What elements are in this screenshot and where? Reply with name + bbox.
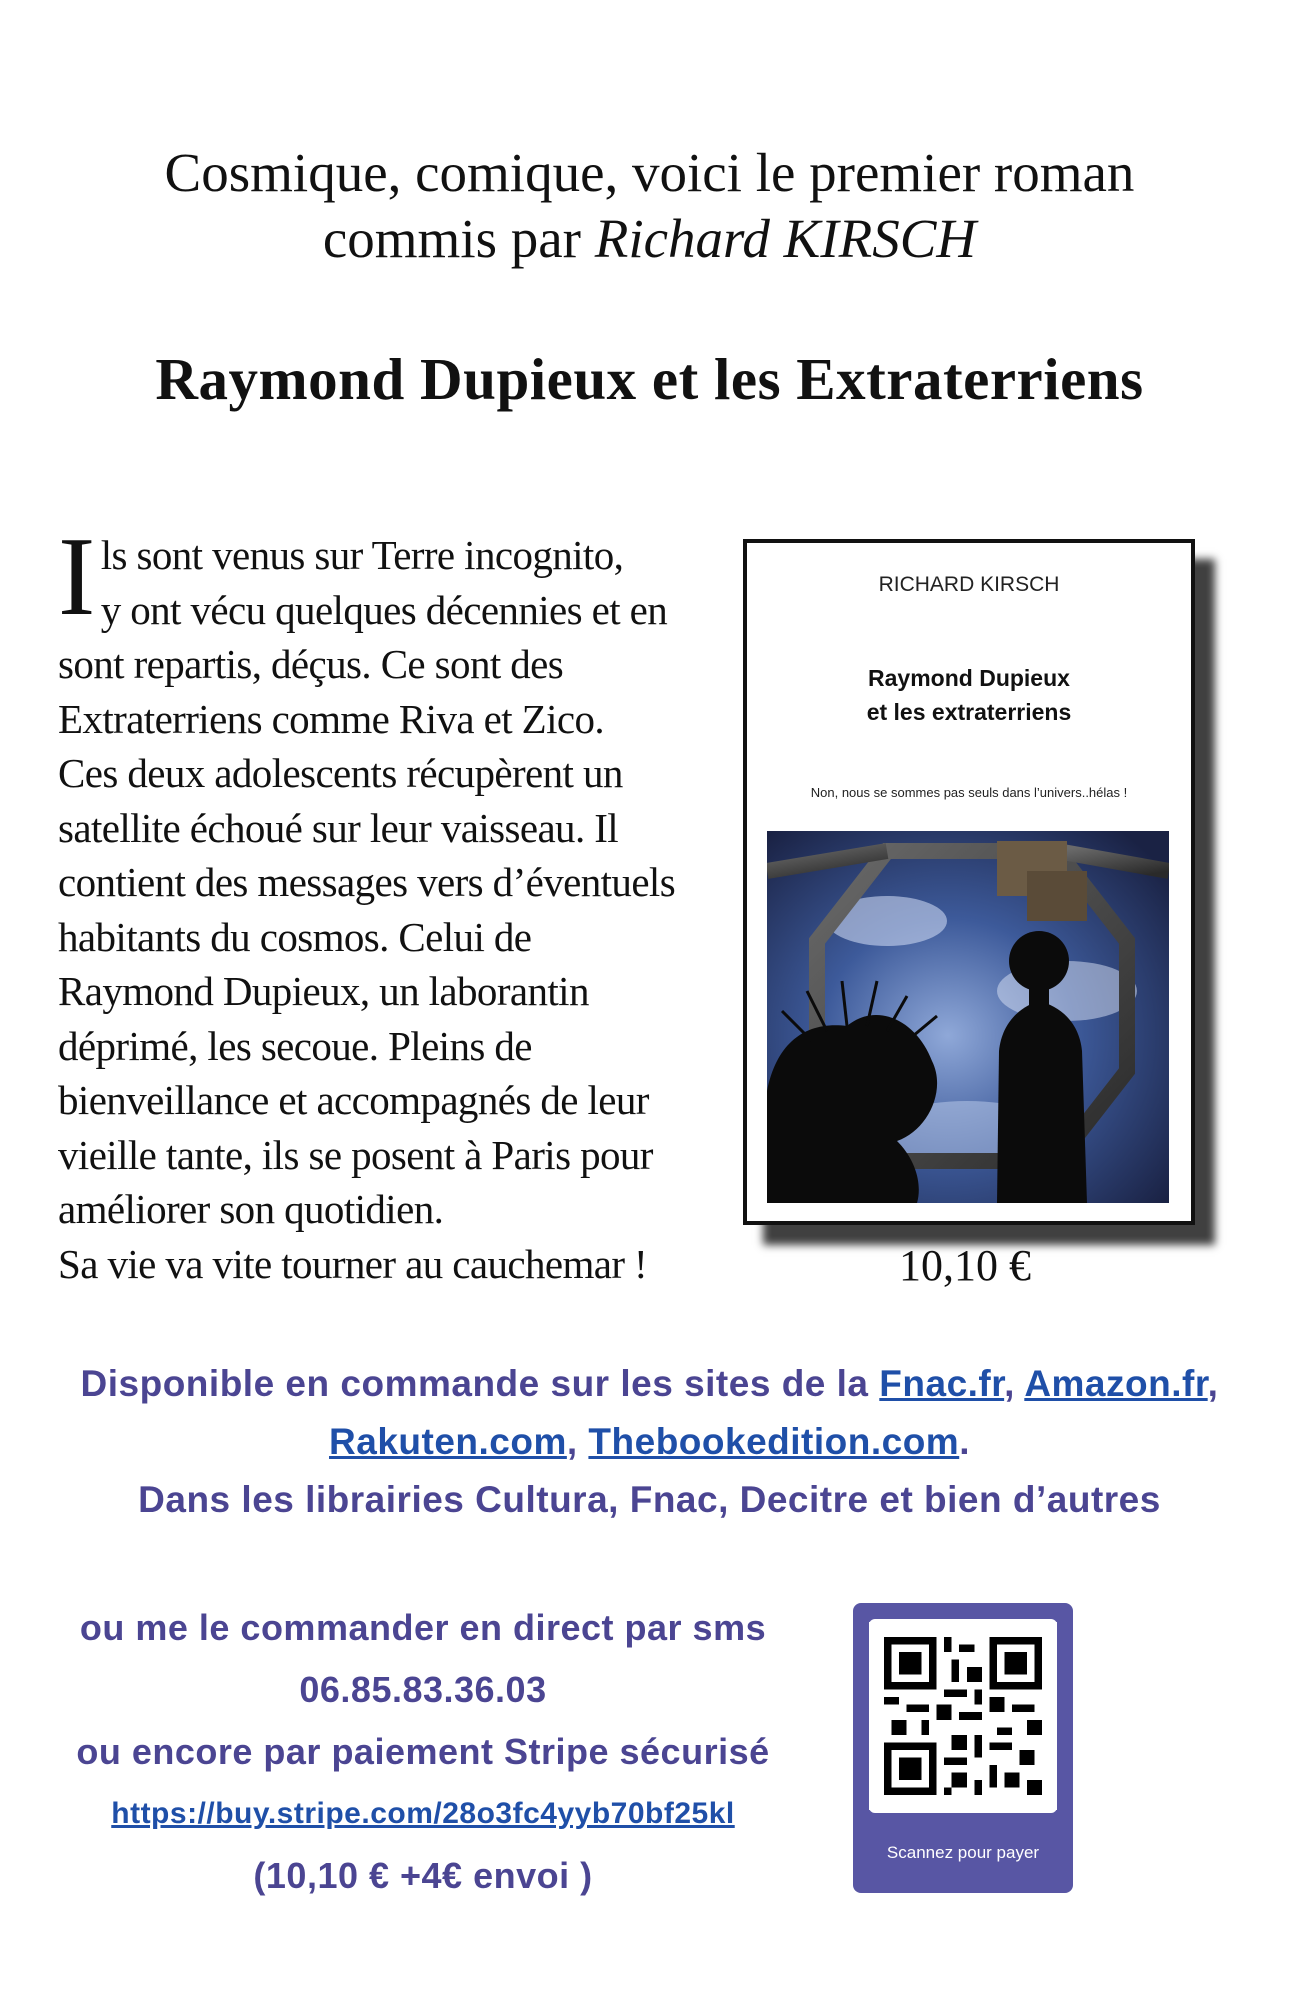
link-amazon[interactable]: Amazon.fr	[1024, 1363, 1208, 1404]
intro-line-2-prefix: commis par	[322, 208, 595, 269]
synopsis-line: améliorer son quotidien.	[58, 1186, 444, 1232]
synopsis-line: contient des messages vers d’éventuels	[58, 859, 676, 905]
cover-tagline: Non, nous se sommes pas seuls dans l’univers..hélas !	[810, 785, 1128, 800]
qr-code-icon	[869, 1619, 1057, 1813]
separator: ,	[1004, 1363, 1025, 1404]
separator: ,	[1207, 1363, 1219, 1404]
cover-title-line-2: et les extraterriens	[866, 699, 1072, 725]
book-title-heading: Raymond Dupieux et les Extraterriens	[155, 346, 1144, 412]
synopsis-line: bienveillance et accompagnés de leur	[58, 1077, 649, 1123]
qr-card[interactable]	[853, 1603, 1073, 1893]
availability-line-2	[0, 1413, 1299, 1471]
cover-title	[747, 661, 1191, 729]
availability-line-3: Dans les librairies Cultura, Fnac, Decitre et bien d’autres	[138, 1479, 1161, 1520]
synopsis-line: déprimé, les secoue. Pleins de	[58, 1022, 532, 1069]
stripe-link[interactable]: https://buy.stripe.com/28o3fc4yyb70bf25kl	[111, 1797, 735, 1830]
synopsis-dropcap: I	[58, 515, 95, 639]
synopsis-line: y ont vécu quelques décennies et en	[100, 586, 668, 633]
synopsis-line: vieille tante, ils se posent à Paris pour	[58, 1131, 653, 1178]
separator: ,	[566, 1421, 589, 1462]
space-station-illustration	[767, 831, 1169, 1203]
synopsis-line: habitants du cosmos. Celui de	[58, 913, 532, 960]
availability-line-1	[0, 1355, 1299, 1413]
availability-block	[0, 1355, 1299, 1529]
direct-order-line-3: ou encore par paiement Stripe sécurisé	[76, 1731, 770, 1772]
synopsis-line: sont repartis, déçus. Ce sont des	[58, 641, 564, 687]
synopsis-line: Sa vie va vite tourner au cauchemar !	[58, 1240, 648, 1287]
link-rakuten[interactable]: Rakuten.com	[329, 1421, 567, 1462]
intro-line-1: Cosmique, comique, voici le premier roman	[164, 142, 1135, 203]
shipping-price: (10,10 € +4€ envoi )	[253, 1855, 593, 1896]
link-fnac[interactable]: Fnac.fr	[879, 1363, 1005, 1404]
line-end: .	[959, 1421, 970, 1462]
synopsis-line: ls sont venus sur Terre incognito,	[100, 532, 624, 578]
direct-order-line-1: ou me le commander en direct par sms	[79, 1607, 767, 1648]
intro-text	[0, 140, 1299, 272]
availability-prefix: Disponible en commande sur les sites de la	[80, 1363, 880, 1404]
cover-title-line-1: Raymond Dupieux	[868, 665, 1070, 691]
synopsis-line: satellite échoué sur leur vaisseau. Il	[58, 804, 619, 851]
intro-author: Richard KIRSCH	[594, 208, 977, 269]
book-cover	[743, 539, 1195, 1225]
cover-illustration	[767, 831, 1169, 1203]
qr-code[interactable]	[869, 1619, 1057, 1813]
link-thebookedition[interactable]: Thebookedition.com	[588, 1421, 960, 1462]
synopsis-line: Raymond Dupieux, un laborantin	[58, 968, 589, 1014]
qr-caption: Scannez pour payer	[886, 1843, 1040, 1862]
price: 10,10 €	[899, 1241, 1031, 1290]
cover-author: RICHARD KIRSCH	[878, 573, 1060, 596]
synopsis	[58, 515, 738, 1291]
synopsis-line: Extraterriens comme Riva et Zico.	[58, 695, 605, 742]
direct-order-block	[58, 1597, 788, 1907]
intro-line-2	[0, 206, 1299, 272]
phone-number: 06.85.83.36.03	[299, 1669, 547, 1710]
synopsis-line: Ces deux adolescents récupèrent un	[58, 750, 623, 796]
